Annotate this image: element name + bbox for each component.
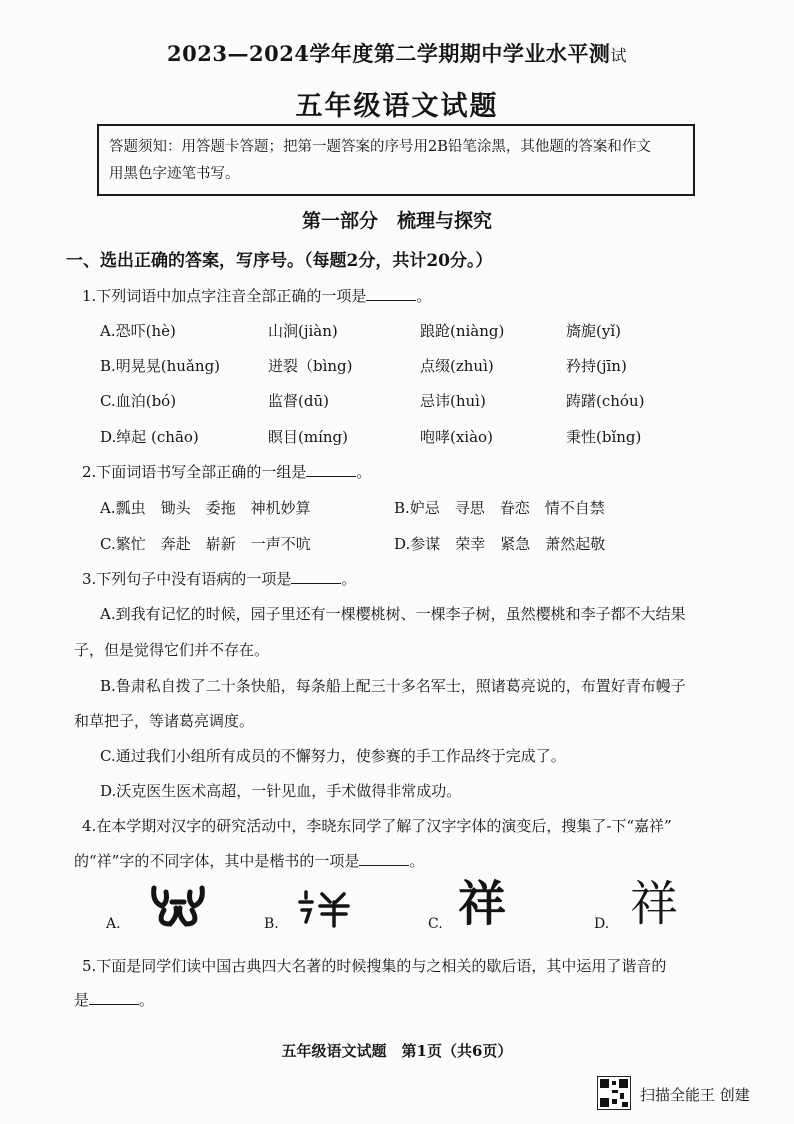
question-1-row-c — [0, 390, 794, 412]
question-3-option-b-line-1: B.鲁肃私自拨了二十条快船，每条船上配三十多名军士，照诸葛亮说的，布置好青布幔子 — [100, 677, 686, 695]
question-3-option-d: D.沃克医生医术高超，一针见血，手术做得非常成功。 — [100, 782, 462, 800]
option-text: 忌讳(huì) — [420, 392, 486, 410]
part-title: 第一部分 梳理与探究 — [301, 210, 492, 232]
answer-blank — [366, 286, 416, 301]
option-text: 咆哮(xiào) — [420, 428, 493, 446]
section-title: 一、选出正确的答案，写序号。（每题2分，共计20分。） — [66, 251, 493, 271]
option-label: B. — [264, 916, 279, 932]
running-script-xiang-glyph: 祥 — [630, 876, 679, 932]
option-text: 监督(dū) — [268, 392, 329, 410]
question-3-stem: 3.下列句子中没有语病的一项是 。 — [82, 570, 357, 588]
option-text: 迸裂（bìng) — [268, 357, 353, 375]
question-1-stem: 1.下列词语中加点字注音全部正确的一项是 。 — [82, 287, 432, 305]
question-2-row-2 — [0, 533, 794, 555]
oracle-bone-xiang-glyph — [148, 880, 208, 930]
answer-blank — [306, 462, 356, 477]
qr-code-icon — [597, 1076, 631, 1110]
page-footer: 五年级语文试题 第1页（共6页） — [281, 1042, 513, 1060]
exam-subtitle: 五年级语文试题 — [295, 91, 499, 122]
question-3-option-a-line-1: A.到我有记忆的时候，园子里还有一棵樱桃树、一棵李子树，虽然樱桃和李子都不大结果 — [100, 605, 686, 623]
option-label: A. — [106, 916, 121, 932]
option-label: D. — [594, 916, 610, 932]
answer-blank — [359, 851, 409, 866]
option-text: B.妒忌 寻思 眷恋 情不自禁 — [394, 499, 605, 517]
question-3-option-b-line-2: 和草把子，等诸葛亮调度。 — [74, 712, 255, 730]
seal-script-xiang-glyph — [296, 888, 354, 928]
option-text: A.瓢虫 锄头 委拖 神机妙算 — [100, 499, 311, 517]
option-text: 点缀(zhuì) — [420, 357, 494, 375]
question-3-option-a-line-2: 子，但是觉得它们并不存在。 — [74, 641, 270, 659]
question-4-line-2: 的“祥”字的不同字体，其中是楷书的一项是 。 — [74, 852, 425, 870]
instructions-line-2: 用黑色字迹笔书写。 — [109, 166, 240, 182]
answer-blank — [291, 569, 341, 584]
exam-title: 2023—2024学年度第二学期期中学业水平测试 — [167, 41, 627, 66]
question-1-row-a — [0, 320, 794, 342]
scanner-watermark: 扫描全能王 创建 — [640, 1086, 750, 1104]
option-text: 踌躇(chóu) — [566, 392, 645, 410]
option-text: 瞑目(míng) — [268, 428, 348, 446]
question-1-row-d — [0, 426, 794, 448]
regular-script-xiang-glyph: 祥 — [458, 876, 507, 932]
question-2-row-1 — [0, 497, 794, 519]
instructions-box — [97, 124, 695, 196]
answer-blank — [89, 990, 139, 1005]
option-text: C.血泊(bó) — [100, 392, 177, 410]
option-text: D.参谋 荣幸 紧急 萧然起敬 — [394, 535, 606, 553]
question-2-stem: 2.下面词语书写全部正确的一组是 。 — [82, 463, 372, 481]
question-4-line-1: 4.在本学期对汉字的研究活动中，李晓东同学了解了汉字字体的演变后，搜集了-下“嘉祥” — [82, 817, 672, 835]
question-3-option-c: C.通过我们小组所有成员的不懈努力，使参赛的手工作品终于完成了。 — [100, 747, 566, 765]
option-text: C.繁忙 奔赴 崭新 一声不吭 — [100, 535, 311, 553]
option-text: B.明晃晃(huǎng) — [100, 357, 221, 375]
option-text: D.绰起 (chāo) — [100, 428, 199, 446]
question-5-line-2: 是 。 — [74, 991, 155, 1009]
question-1-row-b — [0, 355, 794, 377]
option-text: 山涧(jiàn) — [268, 322, 338, 340]
question-5-line-1: 5.下面是同学们读中国古典四大名著的时候搜集的与之相关的歇后语，其中运用了谐音的 — [82, 957, 667, 975]
option-text: 秉性(bǐng) — [566, 428, 642, 446]
instructions-line-1: 答题须知：用答题卡答题；把第一题答案的序号用2B铅笔涂黑，其他题的答案和作文 — [109, 139, 651, 155]
option-text: A.恐吓(hè) — [100, 322, 176, 340]
option-text: 旖旎(yǐ) — [566, 322, 621, 340]
option-label: C. — [428, 916, 443, 932]
option-text: 矜持(jīn) — [566, 357, 627, 375]
question-4-options — [0, 870, 794, 940]
option-text: 踉跄(niàng) — [420, 322, 505, 340]
